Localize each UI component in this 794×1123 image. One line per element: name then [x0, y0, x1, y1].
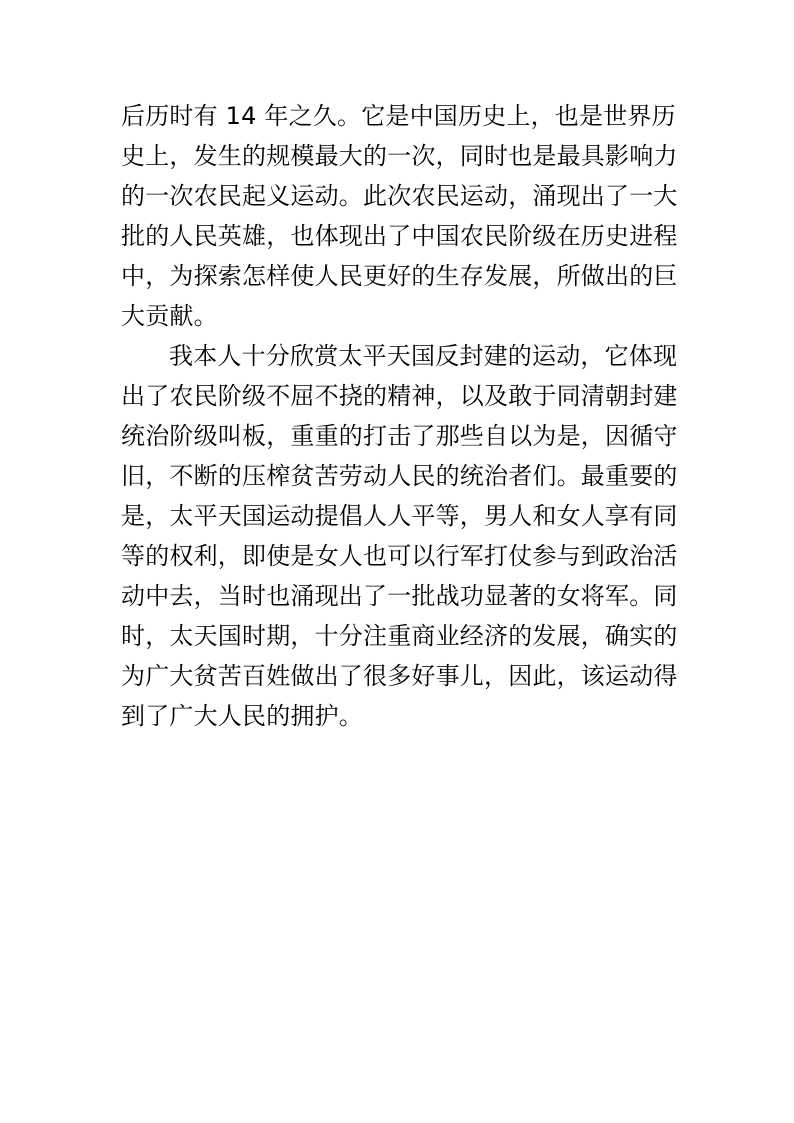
text-line: 动中去，当时也涌现出了一批战功显著的女将军。同 — [121, 582, 678, 610]
text-line: 是，太平天国运动提倡人人平等，男人和女人享有同 — [121, 502, 678, 530]
paragraph-1 — [121, 96, 681, 336]
text-line: 等的权利，即使是女人也可以行军打仗参与到政治活 — [121, 542, 678, 570]
text-line: 中，为探索怎样使人民更好的生存发展，所做出的巨 — [121, 262, 678, 290]
text-line: 的一次农民起义运动。此次农民运动，涌现出了一大 — [121, 182, 678, 210]
paragraph-2 — [121, 336, 681, 736]
text-line: 为广大贫苦百姓做出了很多好事儿，因此，该运动得 — [121, 662, 678, 690]
text-line: 大贡献。 — [121, 302, 218, 330]
text-line: 我本人十分欣赏太平天国反封建的运动，它体现 — [169, 342, 678, 370]
text-line: 时，太天国时期，十分注重商业经济的发展，确实的 — [121, 622, 678, 650]
text-line: 后历时有 14 年之久。它是中国历史上，也是世界历 — [121, 102, 676, 130]
text-line: 到了广大人民的拥护。 — [121, 702, 363, 730]
text-line: 批的人民英雄，也体现出了中国农民阶级在历史进程 — [121, 222, 678, 250]
text-line: 统治阶级叫板，重重的打击了那些自以为是，因循守 — [121, 422, 678, 450]
text-line: 出了农民阶级不屈不挠的精神，以及敢于同清朝封建 — [121, 382, 678, 410]
text-line: 旧，不断的压榨贫苦劳动人民的统治者们。最重要的 — [121, 462, 678, 490]
text-line: 史上，发生的规模最大的一次，同时也是最具影响力 — [121, 142, 678, 170]
body-text — [121, 96, 681, 736]
